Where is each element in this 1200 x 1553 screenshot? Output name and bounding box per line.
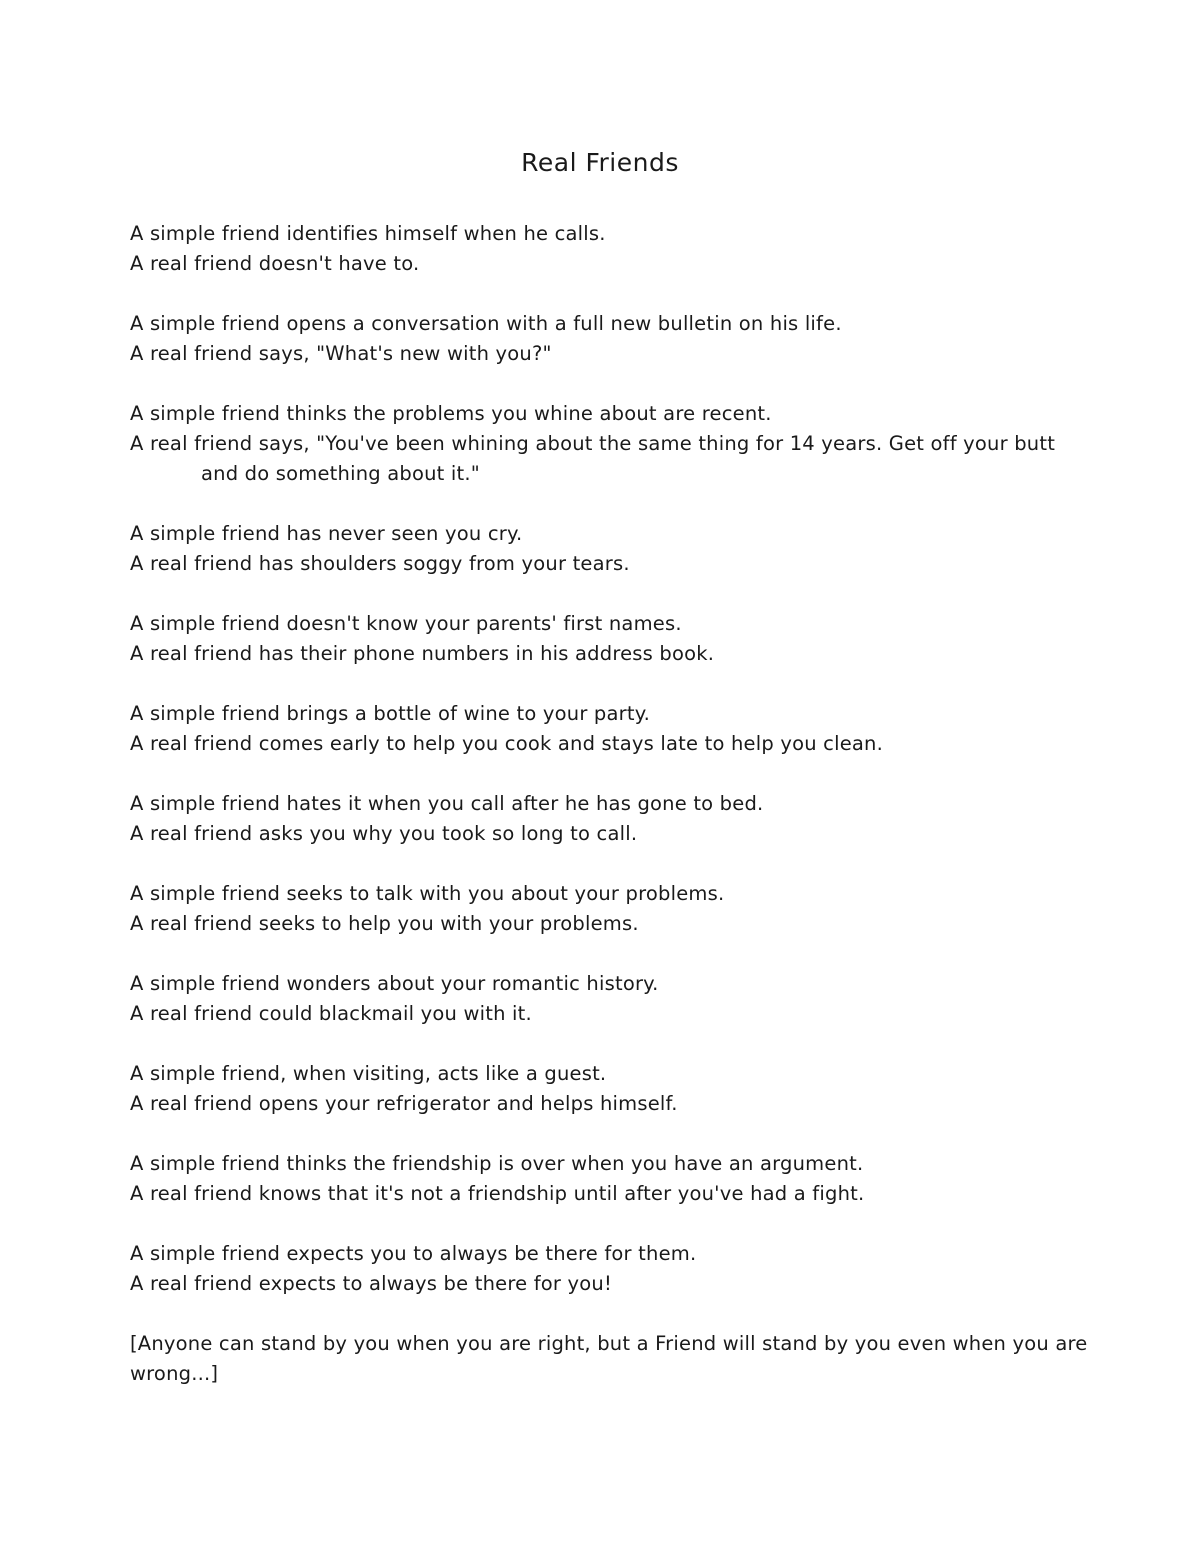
stanza xyxy=(130,399,1090,489)
real-friend-line: A real friend doesn't have to. xyxy=(130,252,420,275)
real-friend-line: A real friend knows that it's not a friendship until after you've had a fight. xyxy=(130,1182,865,1205)
real-friend-line: A real friend opens your refrigerator and helps himself. xyxy=(130,1092,678,1115)
stanza xyxy=(130,699,1090,759)
stanza xyxy=(130,519,1090,579)
stanza xyxy=(130,879,1090,939)
stanza xyxy=(130,1059,1090,1119)
simple-friend-line: A simple friend brings a bottle of wine to your party. xyxy=(130,702,651,725)
simple-friend-line: A simple friend hates it when you call after he has gone to bed. xyxy=(130,792,764,815)
stanza xyxy=(130,219,1090,279)
stanza xyxy=(130,1239,1090,1299)
simple-friend-line: A simple friend has never seen you cry. xyxy=(130,522,523,545)
real-friend-line: A real friend has their phone numbers in his address book. xyxy=(130,642,715,665)
simple-friend-line: A simple friend doesn't know your parents' first names. xyxy=(130,612,682,635)
stanza xyxy=(130,789,1090,849)
stanza xyxy=(130,1149,1090,1209)
simple-friend-line: A simple friend, when visiting, acts like a guest. xyxy=(130,1062,607,1085)
simple-friend-line: A simple friend thinks the friendship is over when you have an argument. xyxy=(130,1152,864,1175)
simple-friend-line: A simple friend seeks to talk with you about your problems. xyxy=(130,882,725,905)
stanza xyxy=(130,309,1090,369)
real-friend-line: A real friend expects to always be there for you! xyxy=(130,1272,612,1295)
simple-friend-line: A simple friend identifies himself when he calls. xyxy=(130,222,606,245)
real-friend-line: A real friend says, "What's new with you?" xyxy=(130,342,552,365)
simple-friend-line: A simple friend thinks the problems you whine about are recent. xyxy=(130,402,772,425)
simple-friend-line: A simple friend wonders about your romantic history. xyxy=(130,972,659,995)
real-friend-line: A real friend says, "You've been whining about the same thing for 14 years. Get off your butt and do something about it." xyxy=(130,432,1056,485)
real-friend-line: A real friend could blackmail you with it. xyxy=(130,1002,532,1025)
document-body xyxy=(130,219,1090,1389)
simple-friend-line: A simple friend expects you to always be there for them. xyxy=(130,1242,697,1265)
real-friend-line: A real friend asks you why you took so long to call. xyxy=(130,822,638,845)
real-friend-line: A real friend seeks to help you with your problems. xyxy=(130,912,639,935)
real-friend-line: A real friend has shoulders soggy from your tears. xyxy=(130,552,630,575)
page-title: Real Friends xyxy=(521,148,679,177)
closing-quote: [Anyone can stand by you when you are right, but a Friend will stand by you even when you are wrong...] xyxy=(130,1332,1088,1385)
simple-friend-line: A simple friend opens a conversation with a full new bulletin on his life. xyxy=(130,312,842,335)
real-friend-line: A real friend comes early to help you cook and stays late to help you clean. xyxy=(130,732,884,755)
stanza xyxy=(130,969,1090,1029)
stanza xyxy=(130,609,1090,669)
